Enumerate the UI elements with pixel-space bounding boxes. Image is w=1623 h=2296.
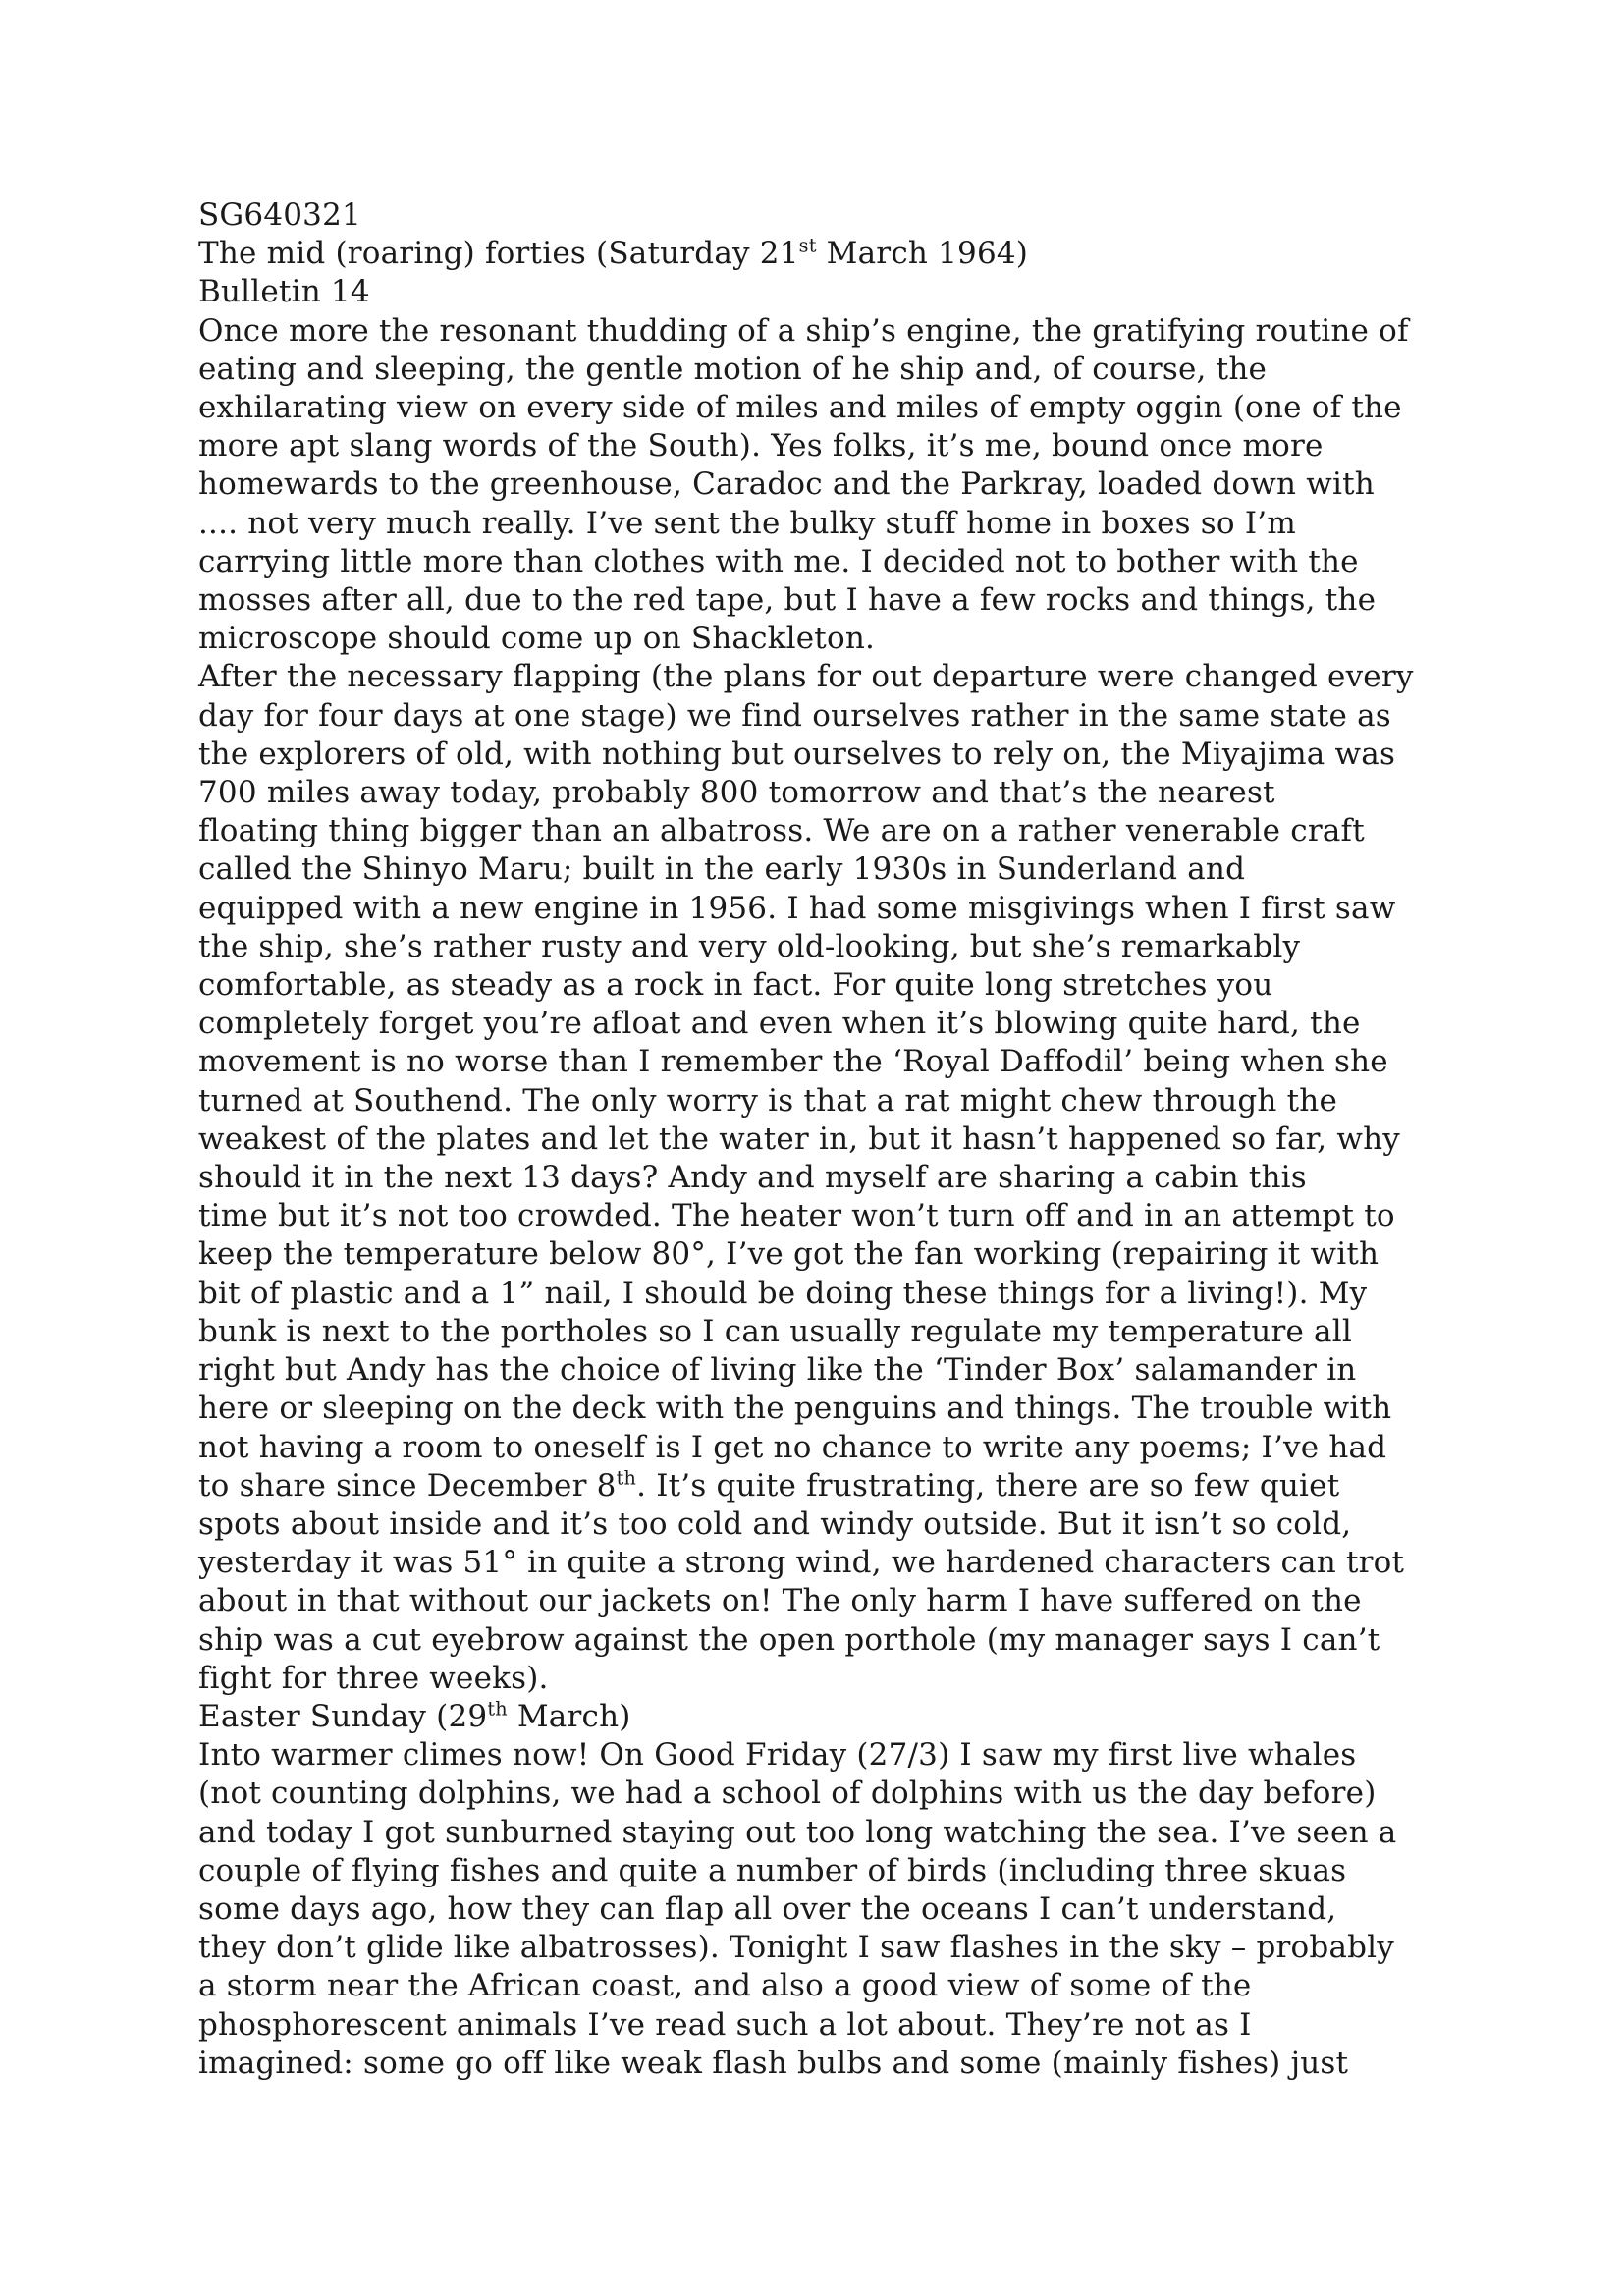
text-line: homewards to the greenhouse, Caradoc and the Parkray, loaded down with bbox=[198, 466, 1375, 503]
line-prefix: to share since December 8 bbox=[198, 1467, 617, 1503]
text-line: the explorers of old, with nothing but ourselves to rely on, the Miyajima was bbox=[198, 736, 1396, 772]
easter-suffix: March) bbox=[507, 1698, 631, 1734]
text-line: more apt slang words of the South). Yes folks, it’s me, bound once more bbox=[198, 428, 1324, 465]
text-line: exhilarating view on every side of miles and miles of empty oggin (one of the bbox=[198, 390, 1402, 426]
text-line: microscope should come up on Shackleton. bbox=[198, 621, 876, 657]
text-line: 700 miles away today, probably 800 tomorrow and that’s the nearest bbox=[198, 775, 1275, 811]
title-prefix: The mid (roaring) forties (Saturday 21 bbox=[198, 236, 799, 272]
text-line: movement is no worse than I remember the ‘Royal Daffodil’ being when she bbox=[198, 1044, 1388, 1080]
text-line: couple of flying fishes and quite a number of birds (including three skuas bbox=[198, 1852, 1347, 1888]
text-line: equipped with a new engine in 1956. I had some misgivings when I first saw bbox=[198, 890, 1396, 926]
text-line-with-superscript bbox=[198, 1467, 1494, 1505]
text-line: carrying little more than clothes with me. I decided not to bother with the bbox=[198, 543, 1359, 579]
date-superscript: th bbox=[616, 1466, 637, 1490]
text-line: a storm near the African coast, and also a good view of some of the bbox=[198, 1968, 1252, 2004]
easter-prefix: Easter Sunday (29 bbox=[198, 1698, 488, 1734]
title-superscript: st bbox=[798, 234, 817, 257]
easter-superscript: th bbox=[487, 1697, 508, 1721]
text-line: (not counting dolphins, we had a school of dolphins with us the day before) bbox=[198, 1776, 1377, 1812]
text-line: here or sleeping on the deck with the penguins and things. The trouble with bbox=[198, 1391, 1392, 1427]
text-line: day for four days at one stage) we find ourselves rather in the same state as bbox=[198, 697, 1391, 734]
line-suffix: . It’s quite frustrating, there are so few quiet bbox=[636, 1467, 1340, 1503]
text-line: spots about inside and it’s too cold and windy outside. But it isn’t so cold, bbox=[198, 1505, 1352, 1542]
text-line: ship was a cut eyebrow against the open porthole (my manager says I can’t bbox=[198, 1621, 1380, 1658]
text-line: After the necessary flapping (the plans for out departure were changed every bbox=[198, 659, 1414, 695]
text-line: and today I got sunburned staying out too long watching the sea. I’ve seen a bbox=[198, 1814, 1397, 1850]
text-line: turned at Southend. The only worry is that a rat might chew through the bbox=[198, 1082, 1337, 1119]
text-line: called the Shinyo Maru; built in the early 1930s in Sunderland and bbox=[198, 851, 1246, 888]
text-line: bunk is next to the portholes so I can usually regulate my temperature all bbox=[198, 1313, 1352, 1349]
bulletin-number: Bulletin 14 bbox=[198, 274, 370, 310]
text-line: imagined: some go off like weak flash bulbs and some (mainly fishes) just bbox=[198, 2045, 1349, 2081]
text-line: about in that without our jackets on! The only harm I have suffered on the bbox=[198, 1583, 1362, 1619]
title-suffix: March 1964) bbox=[816, 236, 1029, 272]
text-line: .... not very much really. I’ve sent the bulky stuff home in boxes so I’m bbox=[198, 505, 1296, 541]
paragraph-3 bbox=[198, 1736, 1494, 2083]
text-line: floating thing bigger than an albatross. We are on a rather venerable craft bbox=[198, 813, 1365, 849]
text-line: completely forget you’re afloat and even when it’s blowing quite hard, the bbox=[198, 1006, 1361, 1042]
text-line: bit of plastic and a 1” nail, I should be doing these things for a living!). My bbox=[198, 1275, 1368, 1311]
text-line: fight for three weeks). bbox=[198, 1660, 549, 1696]
paragraph-1 bbox=[198, 312, 1494, 659]
text-line: Once more the resonant thudding of a ship’s engine, the gratifying routine of bbox=[198, 312, 1409, 349]
text-line: right but Andy has the choice of living like the ‘Tinder Box’ salamander in bbox=[198, 1352, 1357, 1389]
text-line: time but it’s not too crowded. The heater won’t turn off and in an attempt to bbox=[198, 1198, 1395, 1234]
document-title bbox=[198, 235, 1494, 273]
text-line: yesterday it was 51° in quite a strong wind, we hardened characters can trot bbox=[198, 1545, 1405, 1581]
text-line: the ship, she’s rather rusty and very old-looking, but she’s remarkably bbox=[198, 928, 1301, 964]
text-line: phosphorescent animals I’ve read such a lot about. They’re not as I bbox=[198, 2006, 1252, 2043]
text-line: keep the temperature below 80°, I’ve got the fan working (repairing it with bbox=[198, 1236, 1380, 1273]
section-heading-easter bbox=[198, 1698, 1494, 1736]
text-line: eating and sleeping, the gentle motion of he ship and, of course, the bbox=[198, 351, 1268, 387]
text-line: Into warmer climes now! On Good Friday (27/3) I saw my first live whales bbox=[198, 1737, 1357, 1774]
text-line: comfortable, as steady as a rock in fact. For quite long stretches you bbox=[198, 967, 1273, 1004]
letter-page bbox=[198, 196, 1494, 2083]
text-line: they don’t glide like albatrosses). Tonight I saw flashes in the sky – probably bbox=[198, 1930, 1395, 1966]
text-line: some days ago, how they can flap all over the oceans I can’t understand, bbox=[198, 1890, 1337, 1927]
text-line: weakest of the plates and let the water in, but it hasn’t happened so far, why bbox=[198, 1121, 1400, 1157]
paragraph-2 bbox=[198, 658, 1494, 1697]
text-line: mosses after all, due to the red tape, but I have a few rocks and things, the bbox=[198, 582, 1377, 619]
text-line: should it in the next 13 days? Andy and myself are sharing a cabin this bbox=[198, 1160, 1307, 1196]
text-line: not having a room to oneself is I get no chance to write any poems; I’ve had bbox=[198, 1429, 1387, 1465]
document-reference: SG640321 bbox=[198, 197, 361, 233]
